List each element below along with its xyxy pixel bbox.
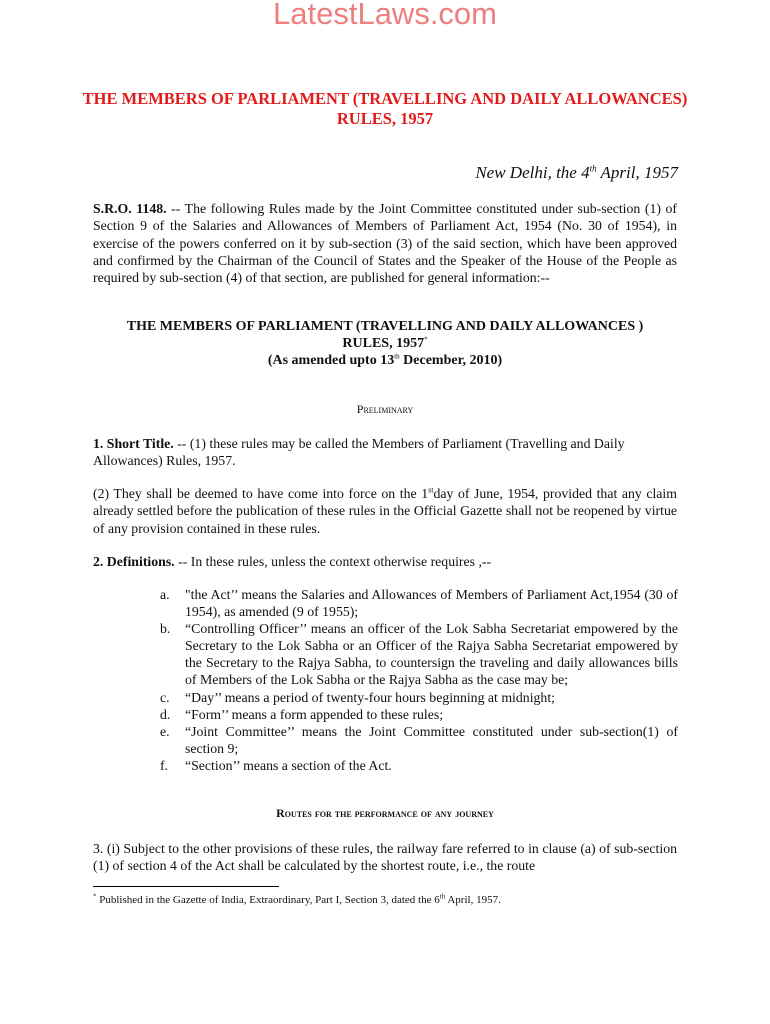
definition-item (160, 689, 678, 706)
definition-marker: d. (160, 706, 171, 722)
subtitle-line2 (60, 335, 710, 352)
definition-item (160, 757, 678, 774)
footnote-prefix: Published in the Gazette of India, Extraordinary, Part I, Section 3, dated the 6 (96, 894, 440, 906)
definition-marker: c. (160, 689, 170, 705)
preamble-text: -- The following Rules made by the Joint Committee constituted under sub-section (1) of Section 9 of the Salaries and Allowances of Members of Parliament Act, 1954 (No. 30 of 1954), in exercise of the powers conferred on it by sub-section (3) of the said section, which have been approved and confirmed by the Chairman of the Council of States and the Speaker of the House of the People as required by sub-section (4) of that section, are published for general information:-- (93, 201, 678, 286)
subtitle-line3-prefix: (As amended upto 13 (267, 353, 395, 368)
rule1-2-prefix: (2) They shall be deemed to have come into force on the 1 (93, 486, 429, 501)
definition-item (160, 586, 678, 620)
rule1-2-paragraph (93, 485, 677, 537)
rule3-paragraph: 3. (i) Subject to the other provisions of these rules, the railway fare referred to in clause (a) of sub-section (1) of section 4 of the Act shall be calculated by the shortest route, i.e., the route (93, 841, 677, 874)
rule2-text: -- In these rules, unless the context otherwise requires ,-- (174, 554, 492, 569)
routes-heading: Routes for the performance of any journey (276, 806, 494, 820)
definition-text: “Section’’ means a section of the Act. (185, 757, 392, 773)
rule1-paragraph (93, 435, 677, 470)
definition-text: “Day’’ means a period of twenty-four hours beginning at midnight; (185, 689, 555, 705)
dateline (475, 163, 678, 183)
watermark: LatestLaws.com (273, 0, 497, 31)
subtitle-line2-sup: * (424, 335, 428, 344)
definition-item (160, 706, 678, 723)
definition-item (160, 723, 678, 757)
definition-marker: e. (160, 723, 170, 739)
subtitle-line3-sup: th (394, 352, 400, 361)
preamble-label: S.R.O. 1148. (93, 201, 167, 216)
footnote-sup: th (439, 892, 446, 901)
definition-marker: b. (160, 621, 171, 637)
definition-text: "the Act’’ means the Salaries and Allowances of Members of Parliament Act,1954 (30 of 1954), as amended (9 of 1955); (185, 587, 678, 620)
footnote-divider (93, 886, 279, 887)
footnote (93, 894, 677, 906)
subtitle-line3-suffix: December, 2010) (399, 353, 503, 368)
footnote-suffix: April, 1957. (445, 894, 501, 906)
rule1-label: 1. Short Title. (93, 436, 174, 451)
definition-text: “Form’’ means a form appended to these rules; (185, 706, 444, 722)
definitions-list (160, 586, 678, 774)
rule2-label: 2. Definitions. (93, 554, 175, 569)
definition-text: “Controlling Officer’’ means an officer of the Lok Sabha Secretariat empowered by the Secretary to the Lok Sabha or an Officer of the Rajya Sabha Secretariat empowered by the Secretary to the Rajya Sabha, to countersign the traveling and daily allowances bills of Members of the Lok Sabha or the Rajya Sabha as the case may be; (185, 621, 678, 688)
document-title: THE MEMBERS OF PARLIAMENT (TRAVELLING AND DAILY ALLOWANCES) RULES, 1957 (82, 89, 688, 128)
definition-item (160, 620, 678, 688)
subtitle-line2-text: RULES, 1957 (342, 336, 425, 351)
rule1-2-suffix: day of June, 1954, provided that any claim already settled before the publication of these rules in the Official Gazette shall not be reopened by virtue of any provision contained in these rules. (93, 486, 677, 536)
dateline-sup: th (589, 163, 597, 174)
subtitle-line3 (60, 352, 710, 369)
preliminary-heading: Preliminary (356, 402, 414, 416)
rules-subtitle (60, 318, 710, 369)
rule1-2-sup: st (428, 485, 434, 495)
definition-text: “Joint Committee’’ means the Joint Committee constituted under sub-section(1) of section 9; (185, 723, 678, 756)
rule2-paragraph (93, 553, 677, 570)
footnote-marker: * (93, 892, 97, 901)
subtitle-line1: THE MEMBERS OF PARLIAMENT (TRAVELLING AND DAILY ALLOWANCES ) (126, 319, 644, 334)
definition-marker: a. (160, 587, 170, 602)
dateline-prefix: New Delhi, the 4 (475, 163, 590, 182)
dateline-suffix: April, 1957 (596, 163, 678, 182)
preamble-paragraph (93, 200, 677, 286)
definition-marker: f. (160, 757, 169, 773)
rule1-text: -- (1) these rules may be called the Members of Parliament (Travelling and Daily Allowances) Rules, 1957. (93, 436, 625, 469)
